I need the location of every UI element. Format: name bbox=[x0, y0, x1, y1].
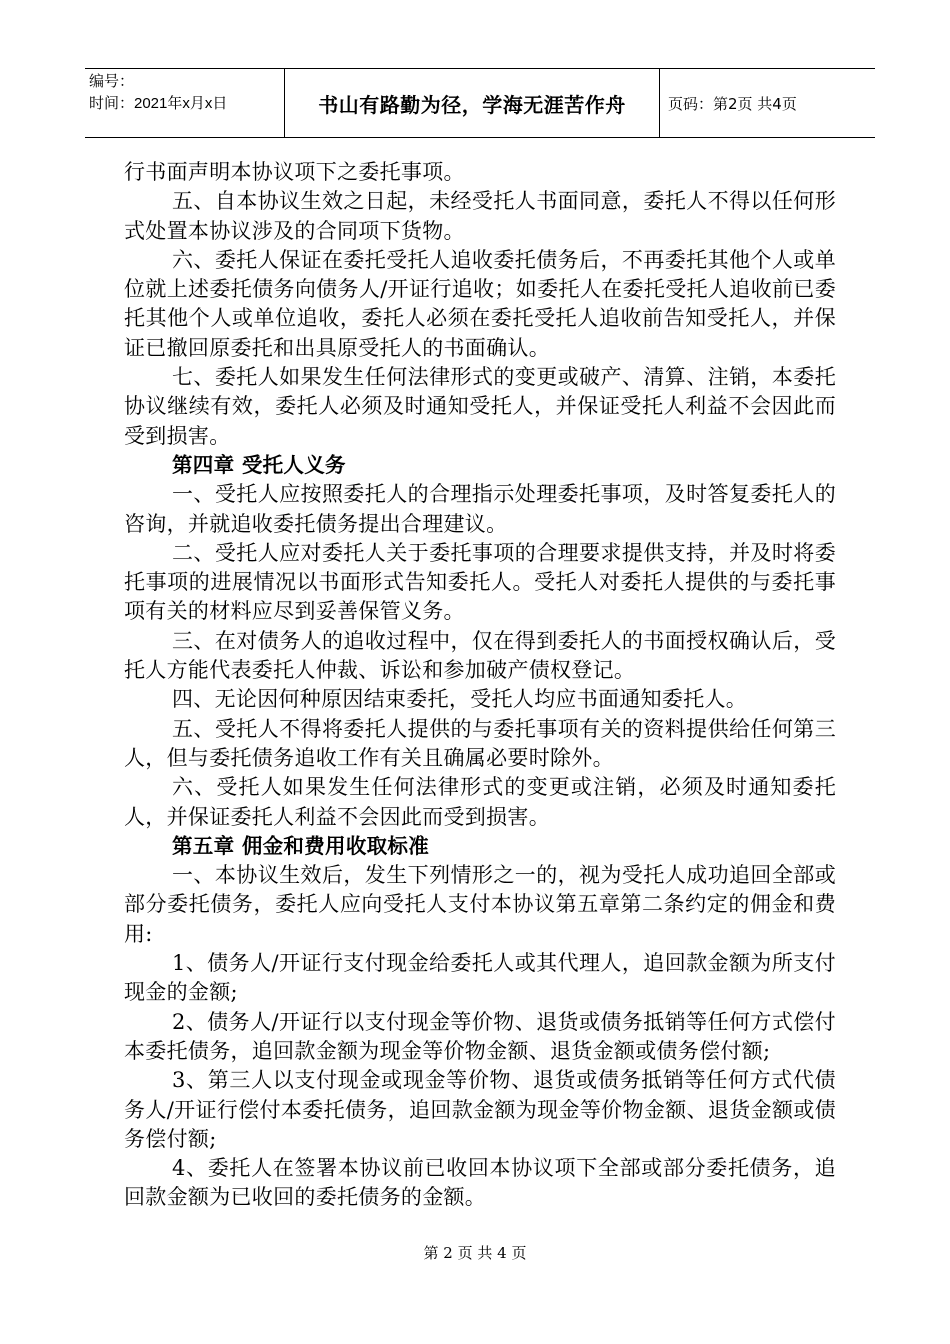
header-motto: 书山有路勤为径，学海无涯苦作舟 bbox=[318, 92, 626, 117]
paragraph: 行书面声明本协议项下之委托事项。 bbox=[124, 160, 465, 184]
paragraph: 2、债务人/开证行以支付现金等价物、退货或债务抵销等任何方式偿付本委托债务，追回款金额为现金等价物金额、退货金额或债务偿付额; bbox=[124, 1009, 836, 1063]
paragraph: 一、本协议生效后，发生下列情形之一的，视为受托人成功追回全部或部分委托债务，委托人应向受托人支付本协议第五章第二条约定的佣金和费用: bbox=[124, 863, 836, 946]
paragraph: 三、在对债务人的追收过程中，仅在得到委托人的书面授权确认后，受托人方能代表委托人仲裁、诉讼和参加破产债权登记。 bbox=[124, 628, 836, 683]
page-footer bbox=[0, 1242, 950, 1263]
header-table bbox=[85, 68, 875, 138]
paragraph: 1、债务人/开证行支付现金给委托人或其代理人，追回款金额为所支付现金的金额; bbox=[124, 951, 836, 1005]
paragraph: 五、受托人不得将委托人提供的与委托事项有关的资料提供给任何第三人，但与委托债务追收工作有关且确属必要时除外。 bbox=[124, 716, 836, 770]
header-page-cell bbox=[660, 69, 875, 137]
document-time-label: 时间：2021年x月x日 bbox=[89, 95, 228, 112]
document-body bbox=[124, 158, 836, 1213]
paragraph: 五、自本协议生效之日起，未经受托人书面同意，委托人不得以任何形式处置本协议涉及的合同项下货物。 bbox=[124, 189, 836, 243]
paragraph: 四、无论因何种原因结束委托，受托人均应书面通知委托人。 bbox=[172, 687, 748, 712]
header-meta-cell bbox=[85, 69, 285, 137]
header-page-info: 页码：第2页 共4页 bbox=[668, 94, 797, 113]
paragraph: 一、受托人应按照委托人的合理指示处理委托事项，及时答复委托人的咨询，并就追收委托债务提出合理建议。 bbox=[124, 482, 836, 536]
footer-page-number: 第 2 页 共 4 页 bbox=[423, 1244, 527, 1262]
paragraph: 七、委托人如果发生任何法律形式的变更或破产、清算、注销，本委托协议继续有效，委托人必须及时通知受托人，并保证受托人利益不会因此而受到损害。 bbox=[124, 365, 836, 448]
paragraph: 六、委托人保证在委托受托人追收委托债务后，不再委托其他个人或单位就上述委托债务向债务人/开证行追收；如委托人在委托受托人追收前已委托其他个人或单位追收，委托人必须在委托受托人追收前告知受托人，并保证已撤回原委托和出具原受托人的书面确认。 bbox=[124, 247, 836, 360]
paragraph: 3、第三人以支付现金或现金等价物、退货或债务抵销等任何方式代债务人/开证行偿付本委托债务，追回款金额为现金等价物金额、退货金额或债务偿付额; bbox=[124, 1068, 836, 1151]
paragraph: 4、委托人在签署本协议前已收回本协议项下全部或部分委托债务，追回款金额为已收回的委托债务的金额。 bbox=[124, 1156, 836, 1210]
paragraph: 二、受托人应对委托人关于委托事项的合理要求提供支持，并及时将委托事项的进展情况以书面形式告知委托人。受托人对委托人提供的与委托事项有关的材料应尽到妥善保管义务。 bbox=[124, 540, 836, 624]
chapter-heading: 第五章 佣金和费用收取标准 bbox=[172, 833, 430, 858]
paragraph: 六、受托人如果发生任何法律形式的变更或注销，必须及时通知委托人，并保证委托人利益不会因此而受到损害。 bbox=[124, 775, 836, 829]
chapter-heading: 第四章 受托人义务 bbox=[172, 452, 346, 477]
header-motto-cell bbox=[285, 69, 660, 137]
document-number-label: 编号： bbox=[89, 73, 135, 90]
